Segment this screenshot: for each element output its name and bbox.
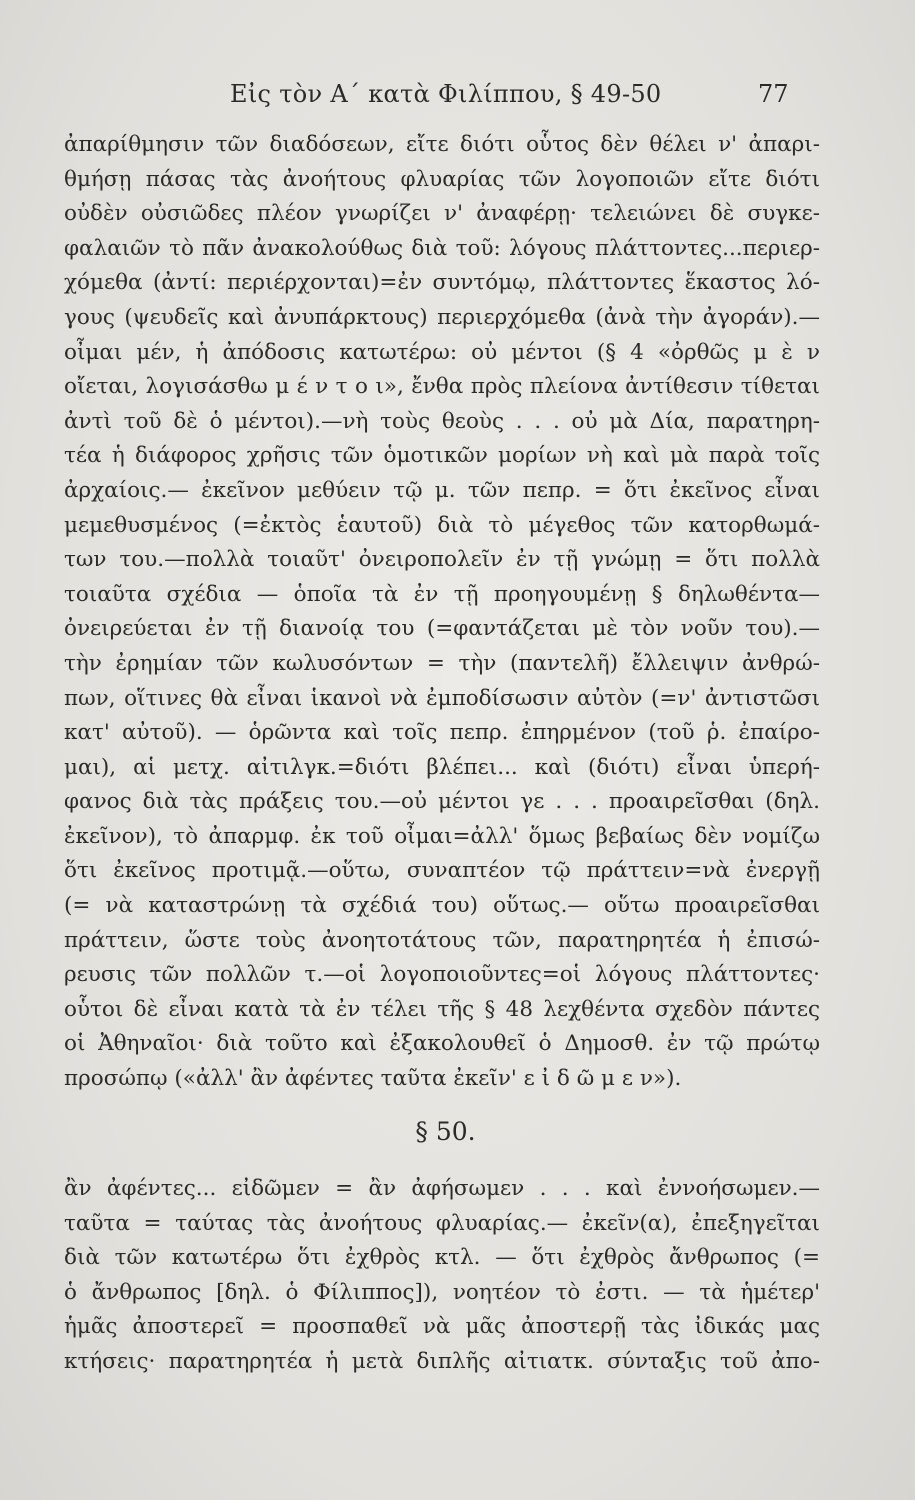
running-head bbox=[0, 76, 915, 116]
text-line: ἀρχαίοις.— ἐκεῖνον μεθύειν τῷ μ. τῶν πεπρ. = ὅτι ἐκεῖνος εἶναι bbox=[64, 477, 820, 503]
section-heading-text: § 50. bbox=[415, 1117, 476, 1146]
text-line: ἀντὶ τοῦ δὲ ὁ μέντοι).—νὴ τοὺς θεοὺς . . . οὐ μὰ Δία, παρατηρη- bbox=[64, 408, 820, 434]
text-line: πράττειν, ὥστε τοὺς ἀνοητοτάτους τῶν, παρατηρητέα ἡ ἐπισώ- bbox=[64, 927, 820, 953]
text-line: τὴν ἐρημίαν τῶν κωλυσόντων = τὴν (παντελῆ) ἔλλειψιν ἀνθρώ- bbox=[64, 650, 820, 676]
text-line: ὁ ἄνθρωπος [δηλ. ὁ Φίλιππος]), νοητέον τὸ ἐστι. — τὰ ἡμέτερ' bbox=[64, 1279, 820, 1305]
text-line: τέα ἡ διάφορος χρῆσις τῶν ὁμοτικῶν μορίων νὴ καὶ μὰ παρὰ τοῖς bbox=[64, 443, 820, 469]
text-line: ἡμᾶς ἀποστερεῖ = προσπαθεῖ νὰ μᾶς ἀποστερῇ τὰς ἰδικάς μας bbox=[64, 1314, 820, 1340]
text-line: οἶμαι μέν, ἡ ἀπόδοσις κατωτέρω: οὐ μέντοι (§ 4 «ὀρθῶς μ ὲ ν bbox=[64, 339, 820, 365]
text-line: οἴεται, λογισάσθω μ έ ν τ ο ι», ἔνθα πρὸς πλείονα ἀντίθεσιν τίθεται bbox=[64, 374, 820, 400]
text-line: (= νὰ καταστρώνῃ τὰ σχέδιά του) οὕτως.— οὕτω προαιρεῖσθαι bbox=[64, 893, 820, 919]
text-line: ἀπαρίθμησιν τῶν διαδόσεων, εἴτε διότι οὗτος δὲν θέλει ν' ἀπαρι- bbox=[64, 132, 820, 157]
text-line: οὐδὲν οὐσιῶδες πλέον γνωρίζει ν' ἀναφέρῃ· τελειώνει δὲ συγκε- bbox=[64, 201, 820, 227]
section-49-commentary bbox=[64, 128, 820, 1097]
page-number: 77 bbox=[758, 80, 789, 108]
text-line: ὅτι ἐκεῖνος προτιμᾷ.—οὕτω, συναπτέον τῷ πράττειν=νὰ ἐνεργῇ bbox=[64, 858, 820, 884]
text-line: φαλαιῶν τὸ πᾶν ἀνακολούθως διὰ τοῦ: λόγους πλάττοντες...περιερ- bbox=[64, 235, 820, 261]
text-line: ὀνειρεύεται ἐν τῇ διανοίᾳ του (=φαντάζεται μὲ τὸν νοῦν του).— bbox=[64, 616, 820, 642]
text-line: φανος διὰ τὰς πράξεις του.—οὐ μέντοι γε . . . προαιρεῖσθαι (δηλ. bbox=[64, 789, 820, 815]
text-line: θμήσῃ πάσας τὰς ἀνοήτους φλυαρίας τῶν λογοποιῶν εἴτε διότι bbox=[64, 166, 820, 192]
text-line: πων, οἵτινες θὰ εἶναι ἱκανοὶ νὰ ἐμποδίσωσιν αὐτὸν (=ν' ἀντιστῶσι bbox=[64, 685, 820, 711]
text-line: κατ' αὐτοῦ). — ὁρῶντα καὶ τοῖς πεπρ. ἐπηρμένον (τοῦ ῥ. ἐπαίρο- bbox=[64, 720, 820, 746]
text-line: ἂν ἀφέντες... εἰδῶμεν = ἂν ἀφήσωμεν . . . καὶ ἐννοήσωμεν.— bbox=[64, 1176, 820, 1201]
text-line: οἱ Ἀθηναῖοι· διὰ τοῦτο καὶ ἐξακολουθεῖ ὁ Δημοσθ. ἐν τῷ πρώτῳ bbox=[64, 1031, 820, 1057]
text-line: ρευσις τῶν πολλῶν τ.—οἱ λογοποιοῦντες=οἱ λόγους πλάττοντες· bbox=[64, 962, 820, 988]
text-line: μεμεθυσμένος (=ἐκτὸς ἑαυτοῦ) διὰ τὸ μέγεθος τῶν κατορθωμά- bbox=[64, 512, 820, 538]
text-line: οὗτοι δὲ εἶναι κατὰ τὰ ἐν τέλει τῆς § 48 λεχθέντα σχεδὸν πάντες bbox=[64, 996, 820, 1022]
section-50-heading bbox=[0, 1117, 915, 1146]
text-line: κτήσεις· παρατηρητέα ἡ μετὰ διπλῆς αἰτιατκ. σύνταξις τοῦ ἀπο- bbox=[64, 1348, 820, 1374]
text-line: προσώπῳ («ἀλλ' ἂν ἀφέντες ταῦτα ἐκεῖν' ε ἰ δ ῶ μ ε ν»). bbox=[64, 1066, 682, 1092]
text-line: των του.—πολλὰ τοιαῦτ' ὀνειροπολεῖν ἐν τῇ γνώμῃ = ὅτι πολλὰ bbox=[64, 547, 820, 573]
text-line: χόμεθα (ἀντί: περιέρχονται)=ἐν συντόμῳ, πλάττοντες ἕκαστος λό- bbox=[64, 270, 820, 296]
text-line: ἐκεῖνον), τὸ ἀπαρμφ. ἐκ τοῦ οἶμαι=ἀλλ' ὅμως βεβαίως δὲν νομίζω bbox=[64, 823, 820, 849]
running-title: Εἰς τὸν Α΄ κατὰ Φιλίππου, § 49-50 bbox=[230, 80, 662, 108]
text-line: διὰ τῶν κατωτέρω ὅτι ἐχθρὸς κτλ. — ὅτι ἐχθρὸς ἄνθρωπος (= bbox=[64, 1245, 820, 1271]
section-50-commentary bbox=[64, 1172, 820, 1380]
text-line: γους (ψευδεῖς καὶ ἀνυπάρκτους) περιερχόμεθα (ἀνὰ τὴν ἀγοράν).— bbox=[64, 304, 820, 330]
text-line: τοιαῦτα σχέδια — ὁποῖα τὰ ἐν τῇ προηγουμένῃ § δηλωθέντα— bbox=[64, 581, 820, 607]
text-line: μαι), αἱ μετχ. αἰτιλγκ.=διότι βλέπει... καὶ (διότι) εἶναι ὑπερή- bbox=[64, 754, 820, 780]
text-line: ταῦτα = ταύτας τὰς ἀνοήτους φλυαρίας.— ἐκεῖν(α), ἐπεξηγεῖται bbox=[64, 1210, 820, 1236]
